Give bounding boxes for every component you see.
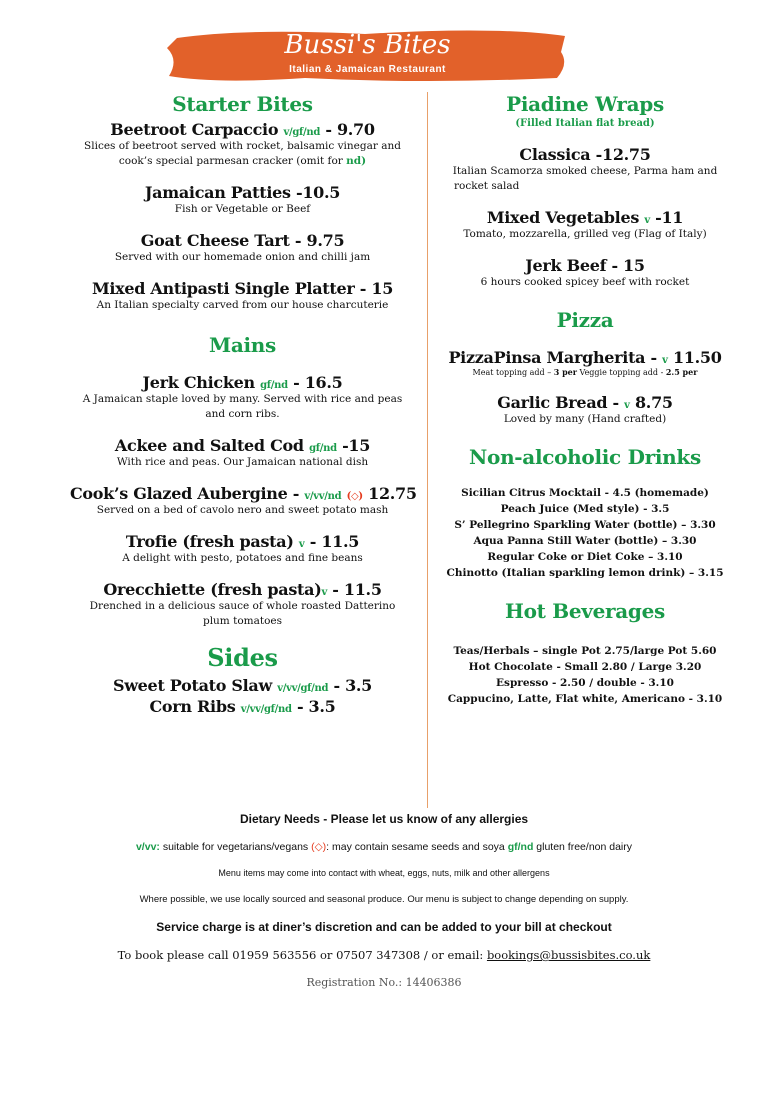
section-pizza: Pizza [556,308,614,332]
diet-tag: gf/nd [309,443,337,454]
dietary-legend: v/vv: suitable for vegetarians/vegans (◇): may contain sesame seeds and soya gf/nd gluten free/non dairy [135,841,633,853]
list-item: Peach Juice (Med style) - 3.5 [500,503,670,515]
allergen-diamond-icon: (◇) [311,841,327,853]
list-item: Chinotto (Italian sparkling lemon drink) – 3.15 [446,567,724,579]
item-description: Served on a bed of cavolo nero and sweet potato mash [96,504,389,516]
list-item: Regular Coke or Diet Coke – 3.10 [487,551,683,563]
diet-tag: v/vv/gf/nd [240,704,292,715]
allergen-contact-note: Menu items may come into contact with wheat, eggs, nuts, milk and other allergens [218,868,550,878]
section-sides: Sides [207,643,278,672]
menu-item-margherita: PizzaPinsa Margherita - v 11.50 [448,348,722,367]
menu-item-orecchiette: Orecchiette (fresh pasta)v - 11.5 [103,580,382,599]
diet-tag: v [321,587,327,598]
item-description: Italian Scamorza smoked cheese, Parma ham and rocket salad [452,165,718,192]
hot-beverages-list [440,643,730,707]
section-mains: Mains [209,333,276,357]
section-piadine-wraps: Piadine Wraps [506,92,664,116]
item-description: An Italian specialty carved from our house charcuterie [96,299,389,311]
list-item: Aqua Panna Still Water (bottle) – 3.30 [473,535,697,547]
section-non-alcoholic-drinks: Non-alcoholic Drinks [469,445,701,469]
section-subtitle: (Filled Italian flat bread) [515,118,655,129]
booking-info: To book please call 01959 563556 or 07507 347308 / or email: bookings@bussisbites.co.uk [117,948,651,962]
list-item: Hot Chocolate - Small 2.80 / Large 3.20 [468,661,702,673]
diet-tag: v [624,400,630,411]
drinks-list [440,485,730,581]
menu-item-glazed-aubergine: Cook’s Glazed Aubergine - v/vv/nd (◇) 12.75 [70,484,417,503]
item-description: Slices of beetroot served with rocket, balsamic vinegar and cook’s special parmesan cracker (omit for nd) [84,140,401,167]
list-item: S’ Pellegrino Sparkling Water (bottle) – 3.30 [454,519,716,531]
section-hot-beverages: Hot Beverages [505,599,665,623]
item-description: Tomato, mozzarella, grilled veg (Flag of Italy) [463,228,707,240]
diet-tag: gf/nd [260,380,288,391]
item-description: Meat topping add – 3 per Veggie topping add - 2.5 per [472,367,698,377]
right-column [440,90,730,707]
list-item: Sicilian Citrus Mocktail - 4.5 (homemade) [461,487,709,499]
menu-item-mixed-vegetables: Mixed Vegetables v -11 [486,208,684,227]
dietary-title: Dietary Needs - Please let us know of any allergies [239,812,529,826]
menu-item-garlic-bread: Garlic Bread - v 8.75 [497,393,673,412]
menu-item-jerk-beef: Jerk Beef - 15 [525,256,645,275]
brand-tagline: Italian & Jamaican Restaurant [289,64,446,75]
menu-item-ackee-salted-cod: Ackee and Salted Cod gf/nd -15 [114,436,371,455]
item-description: Served with our homemade onion and chilli jam [114,251,371,263]
menu-item-antipasti: Mixed Antipasti Single Platter - 15 [91,279,394,298]
registration-number: Registration No.: 14406386 [306,976,462,989]
menu-item-jamaican-patties: Jamaican Patties -10.5 [144,183,341,202]
item-description: 6 hours cooked spicey beef with rocket [480,276,690,288]
column-divider [427,92,428,808]
brand-name: Bussi's Bites [284,30,451,60]
diet-tag: v [644,215,650,226]
list-item: Espresso - 2.50 / double - 3.10 [496,677,674,689]
diet-tag: v/vv/gf/nd [277,683,329,694]
menu-item-trofie: Trofie (fresh pasta) v - 11.5 [125,532,360,551]
item-description: Fish or Vegetable or Beef [174,203,311,215]
left-column [70,90,415,716]
item-description: Loved by many (Hand crafted) [503,413,667,425]
menu-item-jerk-chicken: Jerk Chicken gf/nd - 16.5 [142,373,343,392]
service-charge-note: Service charge is at diner’s discretion and can be added to your bill at checkout [156,920,612,934]
item-description: With rice and peas. Our Jamaican national dish [116,456,369,468]
booking-email-link[interactable]: bookings@bussisbites.co.uk [486,948,651,962]
sourcing-note: Where possible, we use locally sourced and seasonal produce. Our menu is subject to change depending on supply. [139,894,629,905]
allergen-diamond-icon: (◇) [346,491,363,502]
item-description: Drenched in a delicious sauce of whole roasted Datterino plum tomatoes [89,600,396,627]
diet-tag: v/gf/nd [283,127,321,138]
menu-item-corn-ribs: Corn Ribs v/vv/gf/nd - 3.5 [149,697,336,716]
menu-item-classica: Classica -12.75 [519,145,651,164]
item-description: A delight with pesto, potatoes and fine beans [122,552,363,564]
brand-logo [165,30,570,82]
diet-tag: v [662,355,668,366]
menu-item-sweet-potato-slaw: Sweet Potato Slaw v/vv/gf/nd - 3.5 [112,676,373,695]
diet-tag: v/vv/nd [304,491,342,502]
list-item: Cappucino, Latte, Flat white, Americano - 3.10 [447,693,723,705]
menu-item-goat-cheese-tart: Goat Cheese Tart - 9.75 [140,231,345,250]
section-starter-bites: Starter Bites [172,92,313,116]
menu-item-beetroot-carpaccio: Beetroot Carpaccio v/gf/nd - 9.70 [110,120,375,139]
item-description: A Jamaican staple loved by many. Served with rice and peas and corn ribs. [82,393,403,420]
diet-tag: v [298,539,305,550]
list-item: Teas/Herbals – single Pot 2.75/large Pot 5.60 [453,645,717,657]
